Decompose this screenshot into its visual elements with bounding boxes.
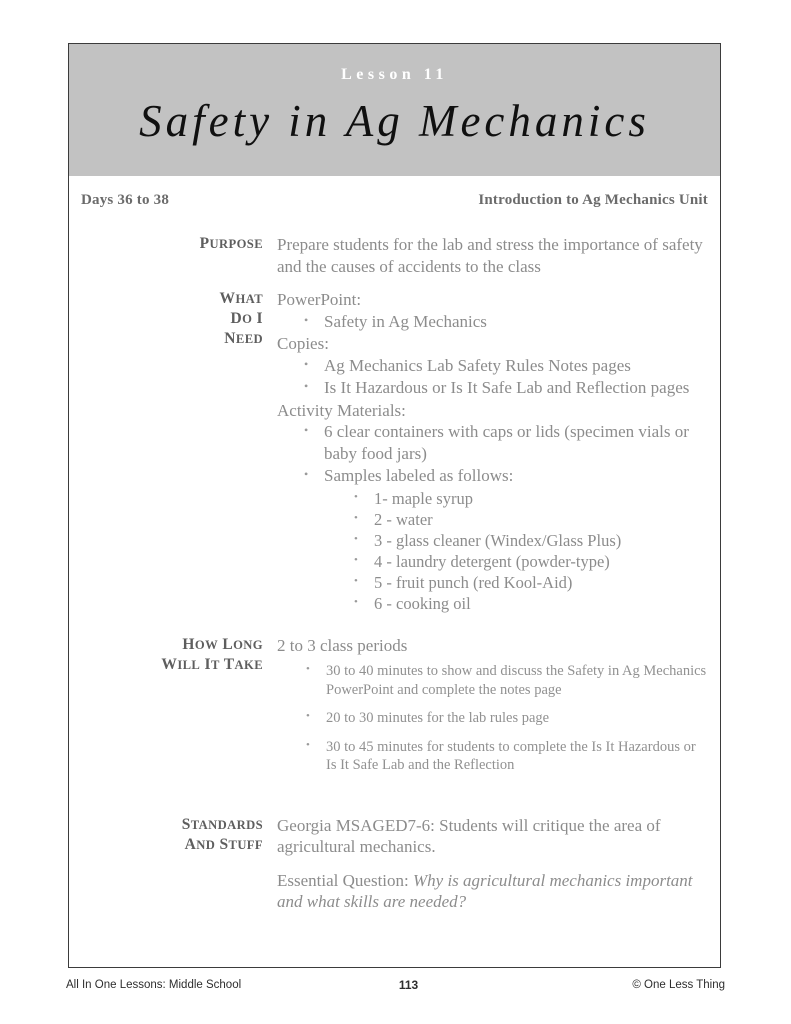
page-number: 113 bbox=[398, 978, 419, 992]
section-label-purpose bbox=[81, 234, 277, 254]
footer-left-text: All In One Lessons: Middle School bbox=[66, 979, 242, 991]
label-line: WHAT bbox=[219, 290, 263, 307]
section-body-how-long-will-it-take bbox=[277, 635, 708, 785]
list-item bbox=[304, 465, 708, 614]
list-item: • 1- maple syrup bbox=[354, 488, 708, 509]
paragraph-spacer bbox=[277, 860, 708, 870]
section-how-long-will-it-take bbox=[81, 635, 708, 785]
list-item: • Safety in Ag Mechanics bbox=[304, 311, 708, 333]
unit-name: Introduction to Ag Mechanics Unit bbox=[478, 192, 708, 208]
label-line: STANDARDS bbox=[181, 815, 263, 833]
copies-list bbox=[277, 355, 708, 399]
section-standards-and-stuff bbox=[81, 815, 708, 915]
purpose-text: Prepare students for the lab and stress the importance of safety and the causes of accidents to the class bbox=[277, 235, 703, 276]
standard-text: Georgia MSAGED7-6: Students will critique the area of agricultural mechanics. bbox=[277, 815, 661, 856]
essential-question-label: Essential Question: bbox=[277, 870, 409, 890]
how-long-lead: 2 to 3 class periods bbox=[277, 635, 408, 655]
label-line: PURPOSE bbox=[199, 235, 263, 252]
section-label-what-do-i-need bbox=[81, 289, 277, 349]
section-what-do-i-need bbox=[81, 289, 708, 615]
copies-heading: Copies: bbox=[277, 334, 329, 353]
list-item: • 5 - fruit punch (red Kool-Aid) bbox=[354, 572, 708, 593]
footer-copyright: © One Less Thing bbox=[632, 979, 725, 991]
section-body-standards-and-stuff bbox=[277, 815, 708, 915]
label-line: AND STUFF bbox=[184, 835, 263, 853]
section-label-how-long-will-it-take bbox=[81, 635, 277, 675]
list-item: • 6 clear containers with caps or lids (specimen vials or baby food jars) bbox=[304, 421, 708, 464]
subtitle-row bbox=[81, 192, 708, 209]
how-long-list bbox=[277, 662, 708, 775]
days-range: Days 36 to 38 bbox=[81, 192, 170, 208]
lesson-header-band bbox=[69, 44, 720, 176]
label-line: DO I bbox=[230, 310, 263, 327]
powerpoint-heading: PowerPoint: bbox=[277, 290, 362, 309]
activity-materials-list bbox=[277, 421, 708, 614]
activity-materials-heading: Activity Materials: bbox=[277, 400, 406, 420]
page-title: Safety in Ag Mechanics bbox=[139, 96, 650, 146]
list-item: • Is It Hazardous or Is It Safe Lab and Reflection pages bbox=[304, 377, 708, 399]
label-line: WILL IT TAKE bbox=[161, 655, 263, 673]
section-label-standards-and-stuff bbox=[81, 815, 277, 855]
list-item: • Ag Mechanics Lab Safety Rules Notes pages bbox=[304, 355, 708, 377]
section-body-what-do-i-need bbox=[277, 289, 708, 615]
label-line: HOW LONG bbox=[182, 635, 263, 653]
powerpoint-list bbox=[277, 311, 708, 333]
section-spacer bbox=[81, 785, 708, 815]
section-body-purpose bbox=[277, 234, 708, 279]
section-spacer bbox=[81, 279, 708, 289]
list-item: • 6 - cooking oil bbox=[354, 593, 708, 614]
essential-question bbox=[277, 870, 708, 913]
lesson-content-frame bbox=[68, 43, 721, 968]
list-item: • 2 - water bbox=[354, 509, 708, 530]
list-item-label: Samples labeled as follows: bbox=[324, 466, 514, 485]
label-line: NEED bbox=[224, 330, 263, 347]
list-item: • 20 to 30 minutes for the lab rules page bbox=[304, 709, 708, 728]
samples-list bbox=[324, 488, 708, 614]
list-item: • 30 to 45 minutes for students to complete the Is It Hazardous or Is It Safe Lab and the Reflection bbox=[304, 738, 708, 775]
list-item: • 30 to 40 minutes to show and discuss the Safety in Ag Mechanics PowerPoint and complete the notes page bbox=[304, 662, 708, 699]
section-spacer bbox=[81, 615, 708, 635]
lesson-sections bbox=[69, 234, 720, 915]
lesson-number: Lesson 11 bbox=[341, 66, 448, 83]
list-item: • 4 - laundry detergent (powder-type) bbox=[354, 551, 708, 572]
list-item: • 3 - glass cleaner (Windex/Glass Plus) bbox=[354, 530, 708, 551]
section-purpose bbox=[81, 234, 708, 279]
essential-question-text: Why is agricultural mechanics important and what skills are needed? bbox=[277, 870, 693, 911]
page-footer bbox=[66, 975, 725, 995]
